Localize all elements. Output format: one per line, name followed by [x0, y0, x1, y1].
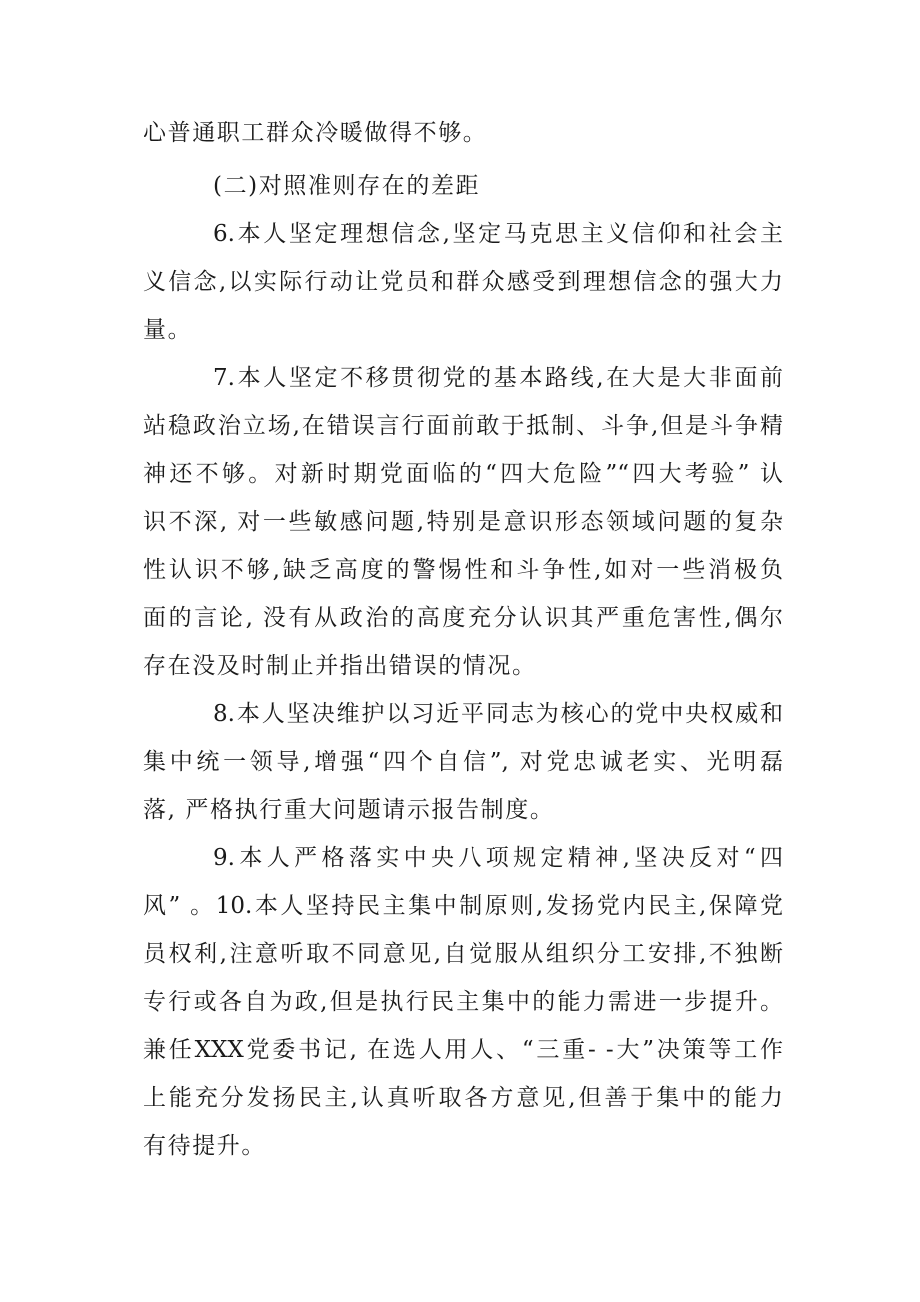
text-line: 面的言论, 没有从政治的高度充分认识其严重危害性,偶尔: [143, 605, 783, 631]
text-line: 落, 严格执行重大问题请示报告制度。: [143, 797, 555, 823]
text-line: 义信念,以实际行动让党员和群众感受到理想信念的强大力: [143, 269, 783, 295]
text-line: 站稳政治立场,在错误言行面前敢于抵制、斗争,但是斗争精: [143, 413, 783, 439]
text-line: 集中统一领导,增强“四个自信”, 对党忠诚老实、光明磊: [143, 749, 783, 775]
text-line: 神还不够。对新时期党面临的“四大危险”“四大考验” 认: [143, 461, 783, 487]
text-line: 量。: [143, 317, 193, 343]
text-line: 风” 。10.本人坚持民主集中制原则,发扬党内民主,保障党: [143, 893, 783, 919]
text-line: 存在没及时制止并指出错误的情况。: [143, 653, 537, 679]
text-line: 上能充分发扬民主,认真听取各方意见,但善于集中的能力: [143, 1085, 783, 1111]
text-line: 性认识不够,缺乏高度的警惕性和斗争性,如对一些消极负: [143, 557, 783, 583]
text-line: 7.本人坚定不移贯彻党的基本路线,在大是大非面前: [213, 365, 783, 391]
text-line: 员权利,注意听取不同意见,自觉服从组织分工安排,不独断: [143, 941, 783, 967]
text-line: 9.本人严格落实中央八项规定精神,坚决反对“四: [213, 845, 783, 871]
text-line: 专行或各自为政,但是执行民主集中的能力需进一步提升。: [143, 989, 783, 1015]
section-heading: (二)对照准则存在的差距: [213, 173, 481, 199]
text-line: 兼任XXX党委书记, 在选人用人、“三重- -大”决策等工作: [143, 1037, 783, 1063]
text-line: 8.本人坚决维护以习近平同志为核心的党中央权威和: [213, 701, 783, 727]
text-line: 6.本人坚定理想信念,坚定马克思主义信仰和社会主: [213, 221, 783, 247]
text-line: 识不深, 对一些敏感问题,特别是意识形态领域问题的复杂: [143, 509, 783, 535]
text-line: 有待提升。: [143, 1133, 266, 1159]
text-line: 心普通职工群众冷暖做得不够。: [143, 120, 488, 146]
